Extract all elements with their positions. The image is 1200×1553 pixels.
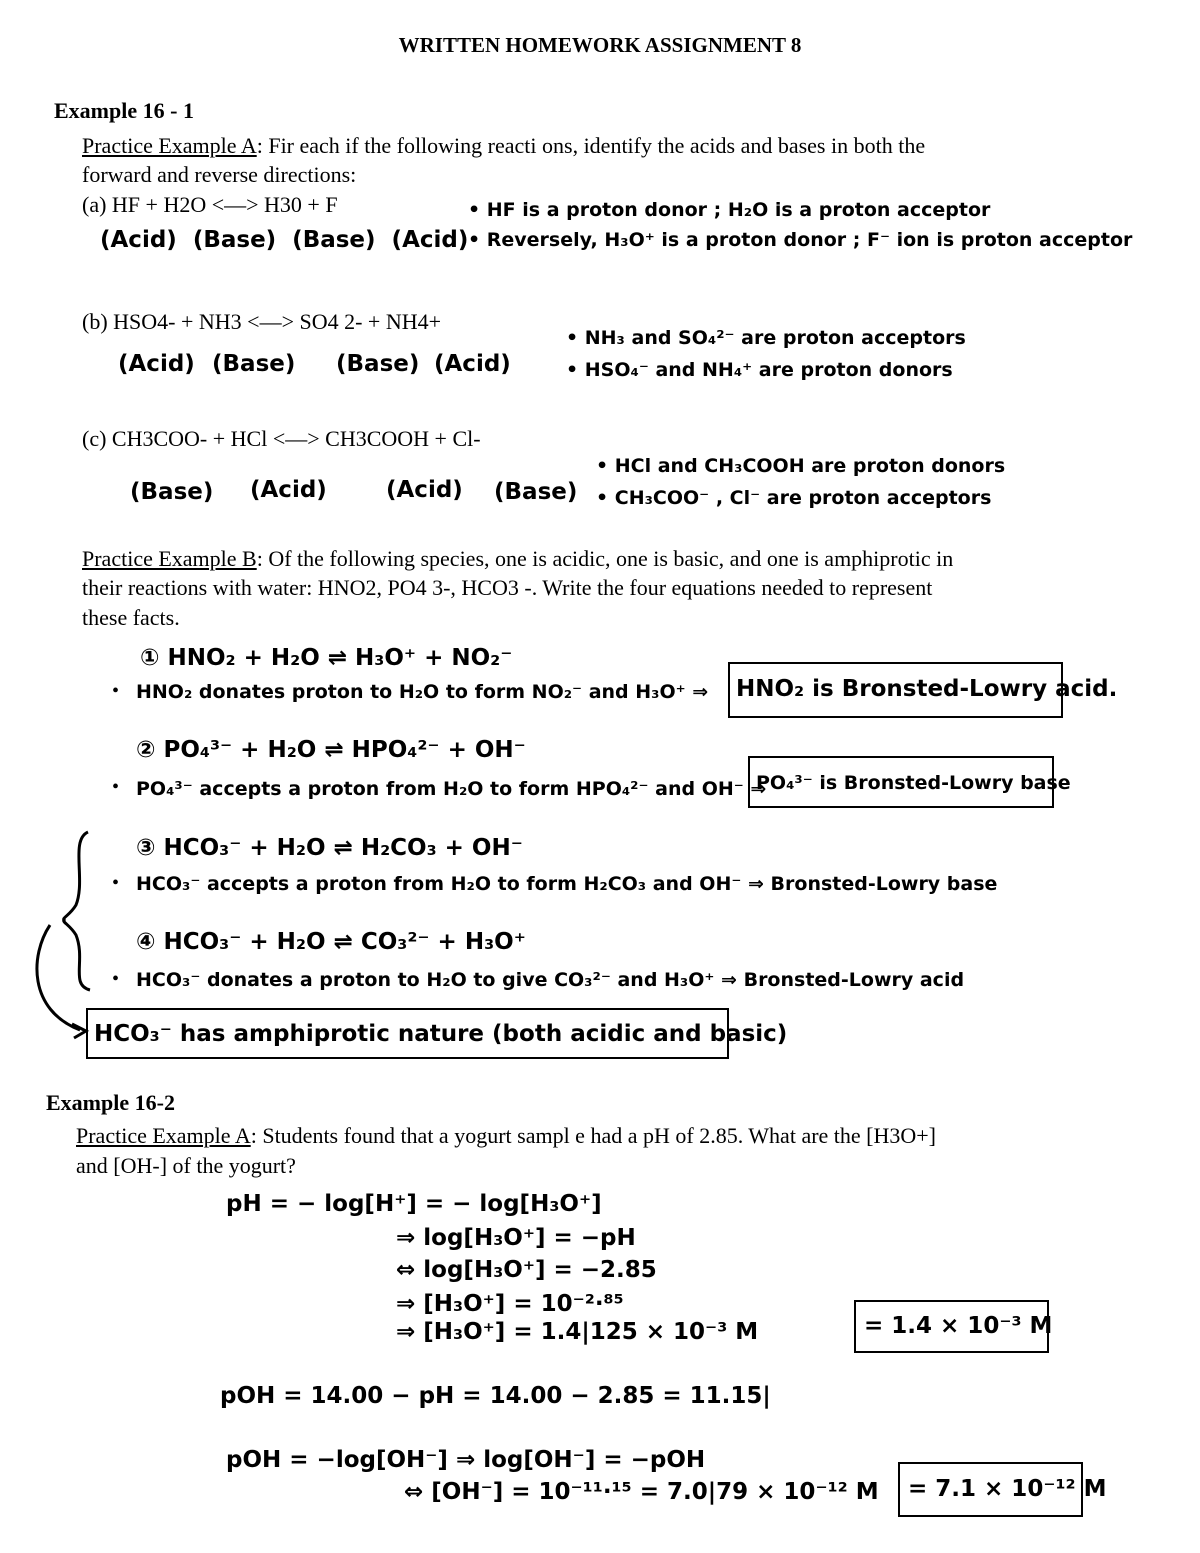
explanation-4: HCO₃⁻ donates a proton to H₂O to give CO₃²⁻ and H₃O⁺ ⇒ Bronsted-Lowry acid: [136, 969, 965, 991]
reaction-a-note-2: • Reversely, H₃O⁺ is a proton donor ; F⁻ ion is proton acceptor: [468, 229, 1133, 251]
ph-line-3: ⇔ log[H₃O⁺] = −2.85: [396, 1257, 657, 1283]
bullet-3: •: [112, 872, 120, 894]
practice-a-label: Practice Example A: [82, 133, 257, 158]
poh-line-2: pOH = −log[OH⁻] ⇒ log[OH⁻] = −pOH: [226, 1447, 706, 1473]
example-16-2-heading: Example 16-2: [46, 1090, 175, 1115]
curved-arrow: [37, 925, 80, 1030]
equation-2: ② PO₄³⁻ + H₂O ⇌ HPO₄²⁻ + OH⁻: [136, 737, 526, 763]
reaction-c-role-3: (Acid): [386, 477, 463, 503]
oh-answer-text: = 7.1 × 10⁻¹² M: [908, 1476, 1107, 1502]
ph-line-2: ⇒ log[H₃O⁺] = −pH: [396, 1225, 636, 1251]
curly-brace: [64, 832, 90, 990]
explanation-3: HCO₃⁻ accepts a proton from H₂O to form H₂CO₃ and OH⁻ ⇒ Bronsted-Lowry base: [136, 873, 998, 895]
practice-b-text-3: these facts.: [82, 605, 180, 630]
reaction-b-role-2: (Base): [212, 351, 296, 377]
practice-b-label: Practice Example B: [82, 546, 257, 571]
equation-1: ① HNO₂ + H₂O ⇌ H₃O⁺ + NO₂⁻: [140, 645, 513, 671]
h3o-answer-text: = 1.4 × 10⁻³ M: [864, 1313, 1053, 1339]
practice-a-2-text-2: and [OH-] of the yogurt?: [76, 1153, 296, 1178]
practice-a-2-prompt: [76, 1121, 936, 1150]
bullet-2: •: [112, 776, 120, 798]
example-16-1-heading: Example 16 - 1: [54, 98, 194, 123]
bullet-4: •: [112, 968, 120, 990]
page-title: WRITTEN HOMEWORK ASSIGNMENT 8: [398, 33, 802, 57]
practice-a-2-text-1: : Students found that a yogurt sampl e had a pH of 2.85. What are the [H3O+]: [250, 1123, 937, 1148]
bullet-1: •: [112, 680, 120, 702]
practice-a-text-2: forward and reverse directions:: [82, 162, 357, 187]
reaction-c-role-1: (Base): [130, 479, 214, 505]
poh-line-1: pOH = 14.00 − pH = 14.00 − 2.85 = 11.15|: [220, 1383, 771, 1409]
reaction-a-note-1: • HF is a proton donor ; H₂O is a proton acceptor: [468, 199, 991, 221]
reaction-c-equation: (c) CH3COO- + HCl <—> CH3COOH + Cl-: [82, 426, 481, 451]
h3o-answer-box: [854, 1300, 1053, 1353]
answer-box-1-text: HNO₂ is Bronsted-Lowry acid.: [736, 676, 1118, 702]
explanation-1: HNO₂ donates proton to H₂O to form NO₂⁻ and H₃O⁺ ⇒: [136, 681, 709, 703]
ph-line-4: ⇒ [H₃O⁺] = 10⁻²·⁸⁵: [396, 1291, 624, 1317]
equation-4: ④ HCO₃⁻ + H₂O ⇌ CO₃²⁻ + H₃O⁺: [136, 929, 526, 955]
reaction-a-roles: (Acid) (Base) (Base) (Acid): [100, 227, 469, 253]
reaction-b-note-1: • NH₃ and SO₄²⁻ are proton acceptors: [566, 327, 966, 349]
reaction-b-equation: (b) HSO4- + NH3 <—> SO4 2- + NH4+: [82, 309, 442, 334]
reaction-c-role-4: (Base): [494, 479, 578, 505]
practice-a-2-label: Practice Example A: [76, 1123, 251, 1148]
reaction-c-note-2: • CH₃COO⁻ , Cl⁻ are proton acceptors: [596, 487, 992, 509]
practice-b-text-1: : Of the following species, one is acidic, one is basic, and one is amphiprotic in: [256, 546, 954, 571]
reaction-a-equation: (a) HF + H2O <—> H30 + F: [82, 192, 338, 217]
reaction-b-note-2: • HSO₄⁻ and NH₄⁺ are proton donors: [566, 359, 953, 381]
equation-3: ③ HCO₃⁻ + H₂O ⇌ H₂CO₃ + OH⁻: [136, 835, 523, 861]
ph-line-1: pH = − log[H⁺] = − log[H₃O⁺]: [226, 1191, 602, 1217]
poh-line-3: ⇔ [OH⁻] = 10⁻¹¹·¹⁵ = 7.0|79 × 10⁻¹² M: [404, 1479, 879, 1505]
ph-line-5: ⇒ [H₃O⁺] = 1.4|125 × 10⁻³ M: [396, 1319, 759, 1345]
reaction-b-role-4: (Acid): [434, 351, 511, 377]
reaction-b-role-3: (Base): [336, 351, 420, 377]
reaction-b-role-1: (Acid): [118, 351, 195, 377]
amphiprotic-box-text: HCO₃⁻ has amphiprotic nature (both acidic and basic): [94, 1021, 788, 1047]
practice-a-text: : Fir each if the following reacti ons, identify the acids and bases in both the: [256, 133, 926, 158]
answer-box-2-text: PO₄³⁻ is Bronsted-Lowry base: [756, 772, 1071, 794]
reaction-c-role-2: (Acid): [250, 477, 327, 503]
reaction-c-note-1: • HCl and CH₃COOH are proton donors: [596, 455, 1006, 477]
oh-answer-box: [898, 1462, 1107, 1517]
explanation-2: PO₄³⁻ accepts a proton from H₂O to form HPO₄²⁻ and OH⁻ ⇒: [136, 778, 767, 800]
practice-b-text-2: their reactions with water: HNO2, PO4 3-, HCO3 -. Write the four equations needed to represent: [82, 575, 933, 600]
